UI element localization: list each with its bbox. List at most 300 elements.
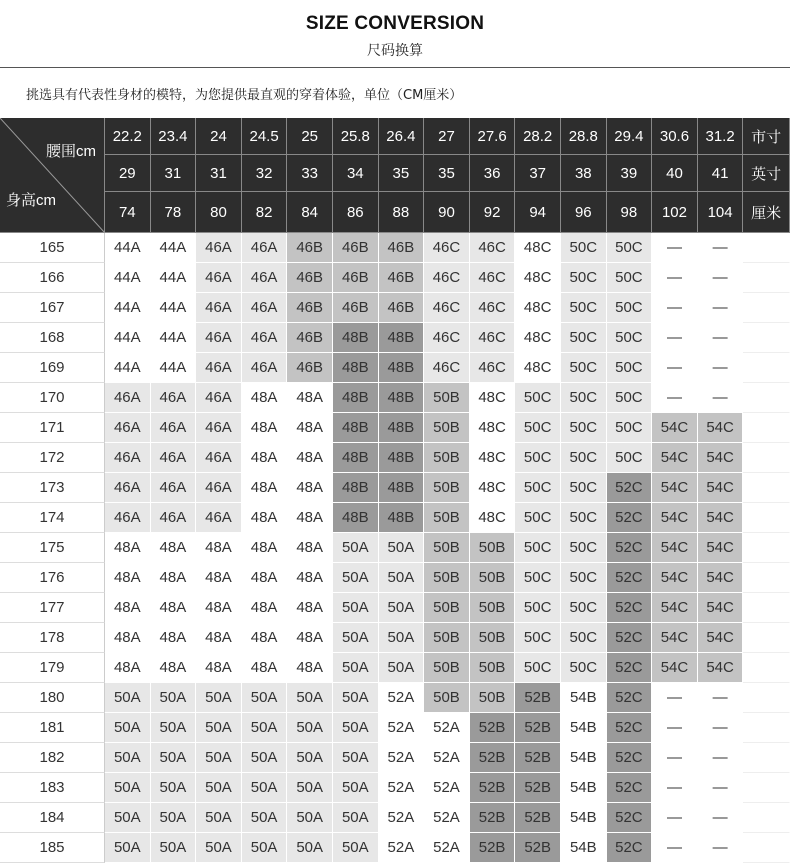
size-cell: 54B xyxy=(561,743,607,773)
size-cell: 50A xyxy=(151,743,197,773)
size-cell: 54C xyxy=(698,593,744,623)
size-cell: 48A xyxy=(105,533,151,563)
size-cell: 50C xyxy=(561,443,607,473)
size-cell: 46B xyxy=(287,323,333,353)
height-label: 178 xyxy=(0,623,105,653)
header-cell: 25.8 xyxy=(333,118,379,155)
header-cell: 98 xyxy=(607,192,653,233)
row-tail xyxy=(743,803,790,833)
size-cell: 48A xyxy=(151,593,197,623)
size-cell: 52A xyxy=(424,803,470,833)
size-cell: 46A xyxy=(196,263,242,293)
header-cell: 24 xyxy=(196,118,242,155)
size-cell: 48A xyxy=(196,533,242,563)
size-cell: 46B xyxy=(333,293,379,323)
size-cell: 44A xyxy=(105,233,151,263)
row-tail xyxy=(743,263,790,293)
header-cell: 90 xyxy=(424,192,470,233)
size-cell: 50C xyxy=(561,383,607,413)
size-cell: 50A xyxy=(196,683,242,713)
header-cell: 30.6 xyxy=(652,118,698,155)
size-cell: 46A xyxy=(151,473,197,503)
size-cell: 52A xyxy=(379,833,425,863)
size-cell: 54C xyxy=(652,623,698,653)
size-cell: 48A xyxy=(151,623,197,653)
size-cell: 52A xyxy=(379,803,425,833)
size-cell: 50A xyxy=(333,773,379,803)
size-cell: 50A xyxy=(151,803,197,833)
size-cell: 50B xyxy=(424,653,470,683)
size-cell: — xyxy=(652,683,698,713)
row-tail xyxy=(743,593,790,623)
header-cell: 35 xyxy=(424,155,470,192)
size-cell: 50A xyxy=(105,743,151,773)
size-cell: 50B xyxy=(470,683,516,713)
size-cell: 54C xyxy=(652,413,698,443)
size-cell: 50A xyxy=(196,743,242,773)
size-cell: 50C xyxy=(607,353,653,383)
table-corner xyxy=(0,118,105,233)
size-cell: 46A xyxy=(105,443,151,473)
header-cell: 31.2 xyxy=(698,118,744,155)
size-cell: 54B xyxy=(561,773,607,803)
height-label: 180 xyxy=(0,683,105,713)
size-cell: 48A xyxy=(242,653,288,683)
height-label: 170 xyxy=(0,383,105,413)
size-cell: 46A xyxy=(196,473,242,503)
size-cell: 46C xyxy=(470,293,516,323)
size-cell: 54C xyxy=(698,413,744,443)
size-conversion-table xyxy=(0,118,790,864)
size-cell: 50B xyxy=(424,533,470,563)
size-cell: 46A xyxy=(196,443,242,473)
size-cell: 52B xyxy=(515,803,561,833)
header-cell: 33 xyxy=(287,155,333,192)
size-cell: 52B xyxy=(470,773,516,803)
size-cell: 44A xyxy=(151,293,197,323)
header-cell: 38 xyxy=(561,155,607,192)
size-cell: 50C xyxy=(515,623,561,653)
size-cell: 52C xyxy=(607,473,653,503)
page-subtitle: 尺码换算 xyxy=(367,43,423,59)
size-cell: 52B xyxy=(515,743,561,773)
size-cell: 46B xyxy=(287,263,333,293)
size-cell: 50A xyxy=(242,833,288,863)
size-cell: 50A xyxy=(105,833,151,863)
size-cell: 52C xyxy=(607,803,653,833)
size-cell: 48B xyxy=(333,323,379,353)
header-cell: 88 xyxy=(379,192,425,233)
size-cell: 50A xyxy=(151,773,197,803)
size-cell: 50A xyxy=(333,683,379,713)
size-cell: 48B xyxy=(333,473,379,503)
size-cell: 50B xyxy=(424,443,470,473)
size-cell: 46A xyxy=(151,443,197,473)
size-cell: 52B xyxy=(515,683,561,713)
size-cell: 44A xyxy=(151,323,197,353)
size-cell: 48B xyxy=(379,473,425,503)
size-cell: 48A xyxy=(242,593,288,623)
size-cell: 48A xyxy=(151,563,197,593)
size-cell: 50A xyxy=(151,683,197,713)
size-cell: 54B xyxy=(561,683,607,713)
size-cell: — xyxy=(652,353,698,383)
size-cell: 46C xyxy=(424,293,470,323)
size-cell: 48A xyxy=(242,473,288,503)
size-cell: 48B xyxy=(379,503,425,533)
size-cell: 52B xyxy=(470,713,516,743)
header-cell: 102 xyxy=(652,192,698,233)
size-cell: 46B xyxy=(287,233,333,263)
size-cell: 50C xyxy=(607,323,653,353)
size-cell: 54B xyxy=(561,713,607,743)
size-cell: 50C xyxy=(515,593,561,623)
size-cell: 52A xyxy=(379,713,425,743)
size-cell: 46C xyxy=(424,323,470,353)
size-cell: 48C xyxy=(515,233,561,263)
size-cell: 50B xyxy=(470,623,516,653)
row-tail xyxy=(743,713,790,743)
size-cell: 46A xyxy=(196,353,242,383)
size-cell: 46A xyxy=(105,413,151,443)
size-cell: — xyxy=(652,233,698,263)
size-cell: — xyxy=(698,323,744,353)
size-cell: 48A xyxy=(287,413,333,443)
size-cell: 50C xyxy=(561,473,607,503)
size-cell: 48A xyxy=(287,623,333,653)
size-cell: 52B xyxy=(470,803,516,833)
size-cell: 50A xyxy=(333,803,379,833)
size-cell: 50C xyxy=(561,263,607,293)
size-cell: 46C xyxy=(424,263,470,293)
height-label: 175 xyxy=(0,533,105,563)
size-cell: 46A xyxy=(196,323,242,353)
size-cell: 48A xyxy=(242,443,288,473)
size-cell: 46A xyxy=(196,413,242,443)
size-cell: 46C xyxy=(424,233,470,263)
size-cell: 48A xyxy=(196,653,242,683)
size-cell: — xyxy=(698,773,744,803)
size-cell: 48A xyxy=(105,653,151,683)
header-cell: 92 xyxy=(470,192,516,233)
header-cell: 37 xyxy=(515,155,561,192)
size-cell: 46A xyxy=(242,233,288,263)
height-label: 183 xyxy=(0,773,105,803)
size-cell: 50A xyxy=(105,803,151,833)
size-cell: 46A xyxy=(196,293,242,323)
size-cell: 52A xyxy=(424,713,470,743)
header-cell: 23.4 xyxy=(151,118,197,155)
size-cell: — xyxy=(698,743,744,773)
header-cell: 104 xyxy=(698,192,744,233)
size-cell: 46A xyxy=(105,473,151,503)
size-cell: 50C xyxy=(607,293,653,323)
size-cell: 50A xyxy=(379,653,425,683)
size-cell: 48B xyxy=(333,353,379,383)
size-cell: 50C xyxy=(607,443,653,473)
size-cell: 52C xyxy=(607,593,653,623)
row-tail xyxy=(743,563,790,593)
row-tail xyxy=(743,683,790,713)
size-cell: 50A xyxy=(196,803,242,833)
size-cell: 50A xyxy=(287,833,333,863)
size-cell: 50A xyxy=(151,833,197,863)
size-cell: 50A xyxy=(287,773,333,803)
size-cell: 46A xyxy=(196,383,242,413)
size-cell: 50C xyxy=(515,383,561,413)
header-cell: 82 xyxy=(242,192,288,233)
size-cell: 52B xyxy=(470,743,516,773)
size-cell: — xyxy=(652,263,698,293)
header-cell: 86 xyxy=(333,192,379,233)
size-cell: — xyxy=(698,833,744,863)
row-tail xyxy=(743,503,790,533)
header-cell: 29 xyxy=(105,155,151,192)
size-cell: 50C xyxy=(561,653,607,683)
size-cell: 50C xyxy=(561,353,607,383)
size-cell: 52C xyxy=(607,833,653,863)
size-cell: 50A xyxy=(333,593,379,623)
header-cell: 26.4 xyxy=(379,118,425,155)
size-cell: 48B xyxy=(379,323,425,353)
size-cell: 48B xyxy=(379,443,425,473)
header-cell: 34 xyxy=(333,155,379,192)
height-label: 169 xyxy=(0,353,105,383)
header-cell: 27.6 xyxy=(470,118,516,155)
size-cell: 48C xyxy=(470,503,516,533)
size-cell: 52A xyxy=(424,743,470,773)
header-cell: 25 xyxy=(287,118,333,155)
size-cell: — xyxy=(652,293,698,323)
size-cell: 46A xyxy=(151,383,197,413)
size-cell: — xyxy=(652,773,698,803)
row-tail xyxy=(743,743,790,773)
size-cell: 48A xyxy=(287,533,333,563)
size-cell: 48A xyxy=(242,563,288,593)
size-cell: 50B xyxy=(424,383,470,413)
size-cell: 50A xyxy=(379,593,425,623)
size-cell: 52B xyxy=(515,713,561,743)
corner-height-label: 身高cm xyxy=(6,192,56,209)
unit-label: 厘米 xyxy=(743,192,790,233)
size-cell: 46A xyxy=(242,293,288,323)
size-cell: 48B xyxy=(379,353,425,383)
size-cell: 46B xyxy=(333,233,379,263)
size-cell: 46B xyxy=(287,353,333,383)
size-cell: 46B xyxy=(287,293,333,323)
size-cell: — xyxy=(698,713,744,743)
size-cell: 46A xyxy=(196,503,242,533)
size-cell: 50C xyxy=(515,563,561,593)
size-cell: 54C xyxy=(698,623,744,653)
size-cell: 50A xyxy=(287,743,333,773)
size-cell: 52A xyxy=(379,743,425,773)
size-cell: 48A xyxy=(287,503,333,533)
header-cell: 22.2 xyxy=(105,118,151,155)
size-cell: 54C xyxy=(652,503,698,533)
size-cell: 44A xyxy=(105,293,151,323)
size-cell: 44A xyxy=(151,263,197,293)
size-cell: 50B xyxy=(470,593,516,623)
size-cell: 50B xyxy=(424,683,470,713)
size-cell: 48A xyxy=(287,593,333,623)
header-cell: 39 xyxy=(607,155,653,192)
size-cell: 54C xyxy=(652,593,698,623)
size-cell: — xyxy=(698,353,744,383)
header-cell: 84 xyxy=(287,192,333,233)
size-cell: — xyxy=(652,743,698,773)
corner-diagonal xyxy=(0,118,105,233)
size-cell: 50B xyxy=(424,413,470,443)
size-cell: 54C xyxy=(652,533,698,563)
size-cell: 50A xyxy=(287,713,333,743)
size-cell: 50A xyxy=(333,653,379,683)
row-tail xyxy=(743,383,790,413)
size-cell: 52C xyxy=(607,653,653,683)
size-cell: 50B xyxy=(470,533,516,563)
header-cell: 94 xyxy=(515,192,561,233)
header-cell: 24.5 xyxy=(242,118,288,155)
size-cell: — xyxy=(698,293,744,323)
height-label: 174 xyxy=(0,503,105,533)
size-cell: 48A xyxy=(196,623,242,653)
header-cell: 40 xyxy=(652,155,698,192)
size-cell: 54C xyxy=(698,563,744,593)
size-cell: 46A xyxy=(105,383,151,413)
size-cell: — xyxy=(652,833,698,863)
size-cell: 52C xyxy=(607,743,653,773)
size-cell: 52C xyxy=(607,683,653,713)
row-tail xyxy=(743,773,790,803)
height-label: 177 xyxy=(0,593,105,623)
size-cell: 48C xyxy=(515,353,561,383)
size-cell: 54C xyxy=(698,503,744,533)
size-cell: 46A xyxy=(242,353,288,383)
size-cell: 52A xyxy=(424,833,470,863)
row-tail xyxy=(743,323,790,353)
size-cell: 48A xyxy=(242,503,288,533)
size-cell: 54B xyxy=(561,803,607,833)
height-label: 166 xyxy=(0,263,105,293)
page-title: SIZE CONVERSION xyxy=(305,13,485,34)
size-cell: — xyxy=(652,323,698,353)
size-cell: 46C xyxy=(424,353,470,383)
size-cell: 50A xyxy=(105,773,151,803)
size-cell: 50A xyxy=(196,713,242,743)
size-cell: 46B xyxy=(379,293,425,323)
height-label: 173 xyxy=(0,473,105,503)
size-cell: 46B xyxy=(333,263,379,293)
height-label: 165 xyxy=(0,233,105,263)
size-cell: 46A xyxy=(242,263,288,293)
size-cell: 48B xyxy=(379,413,425,443)
size-cell: 48A xyxy=(105,593,151,623)
size-cell: 50B xyxy=(424,503,470,533)
size-cell: 50A xyxy=(379,623,425,653)
size-cell: 48A xyxy=(105,563,151,593)
size-cell: 46B xyxy=(379,263,425,293)
size-cell: — xyxy=(652,383,698,413)
size-cell: — xyxy=(698,803,744,833)
size-cell: 54C xyxy=(652,443,698,473)
height-label: 179 xyxy=(0,653,105,683)
header-cell: 32 xyxy=(242,155,288,192)
size-cell: 48A xyxy=(151,653,197,683)
size-cell: 46A xyxy=(151,413,197,443)
size-cell: 52C xyxy=(607,503,653,533)
size-cell: 50B xyxy=(424,563,470,593)
size-cell: 50A xyxy=(333,623,379,653)
size-cell: 46A xyxy=(196,233,242,263)
header-cell: 80 xyxy=(196,192,242,233)
size-cell: 50C xyxy=(561,563,607,593)
size-cell: 48B xyxy=(333,503,379,533)
height-label: 172 xyxy=(0,443,105,473)
size-cell: 46C xyxy=(470,233,516,263)
size-cell: 50C xyxy=(561,293,607,323)
size-cell: 52C xyxy=(607,563,653,593)
size-cell: — xyxy=(652,803,698,833)
header-cell: 41 xyxy=(698,155,744,192)
size-cell: 48A xyxy=(242,533,288,563)
size-cell: — xyxy=(652,713,698,743)
size-cell: 50C xyxy=(561,533,607,563)
size-cell: 44A xyxy=(105,323,151,353)
size-cell: 52B xyxy=(515,773,561,803)
size-cell: 46B xyxy=(379,233,425,263)
size-cell: 48B xyxy=(333,413,379,443)
size-cell: 54B xyxy=(561,833,607,863)
size-cell: 50A xyxy=(242,773,288,803)
corner-waist-label: 腰围cm xyxy=(46,143,96,160)
size-cell: 52C xyxy=(607,623,653,653)
row-tail xyxy=(743,653,790,683)
size-cell: 52C xyxy=(607,773,653,803)
size-cell: 46C xyxy=(470,263,516,293)
unit-label: 市寸 xyxy=(743,118,790,155)
divider xyxy=(0,67,790,68)
size-cell: 48A xyxy=(287,383,333,413)
header-cell: 74 xyxy=(105,192,151,233)
height-label: 185 xyxy=(0,833,105,863)
size-cell: 46C xyxy=(470,353,516,383)
size-cell: 48A xyxy=(287,443,333,473)
header-cell: 96 xyxy=(561,192,607,233)
row-tail xyxy=(743,443,790,473)
size-cell: 50C xyxy=(515,503,561,533)
size-cell: 52A xyxy=(379,683,425,713)
row-tail xyxy=(743,623,790,653)
size-cell: 50C xyxy=(561,623,607,653)
height-label: 182 xyxy=(0,743,105,773)
header-cell: 36 xyxy=(470,155,516,192)
size-cell: 46A xyxy=(105,503,151,533)
size-cell: 46C xyxy=(470,323,516,353)
size-cell: 50C xyxy=(515,653,561,683)
size-cell: 50A xyxy=(242,743,288,773)
size-cell: 54C xyxy=(652,563,698,593)
size-cell: 48A xyxy=(287,653,333,683)
size-cell: 52A xyxy=(424,773,470,803)
size-cell: — xyxy=(698,233,744,263)
size-cell: 54C xyxy=(698,443,744,473)
size-cell: 46A xyxy=(151,503,197,533)
row-tail xyxy=(743,533,790,563)
size-cell: 50A xyxy=(105,713,151,743)
size-cell: 50B xyxy=(424,623,470,653)
height-label: 168 xyxy=(0,323,105,353)
size-cell: 48C xyxy=(470,383,516,413)
